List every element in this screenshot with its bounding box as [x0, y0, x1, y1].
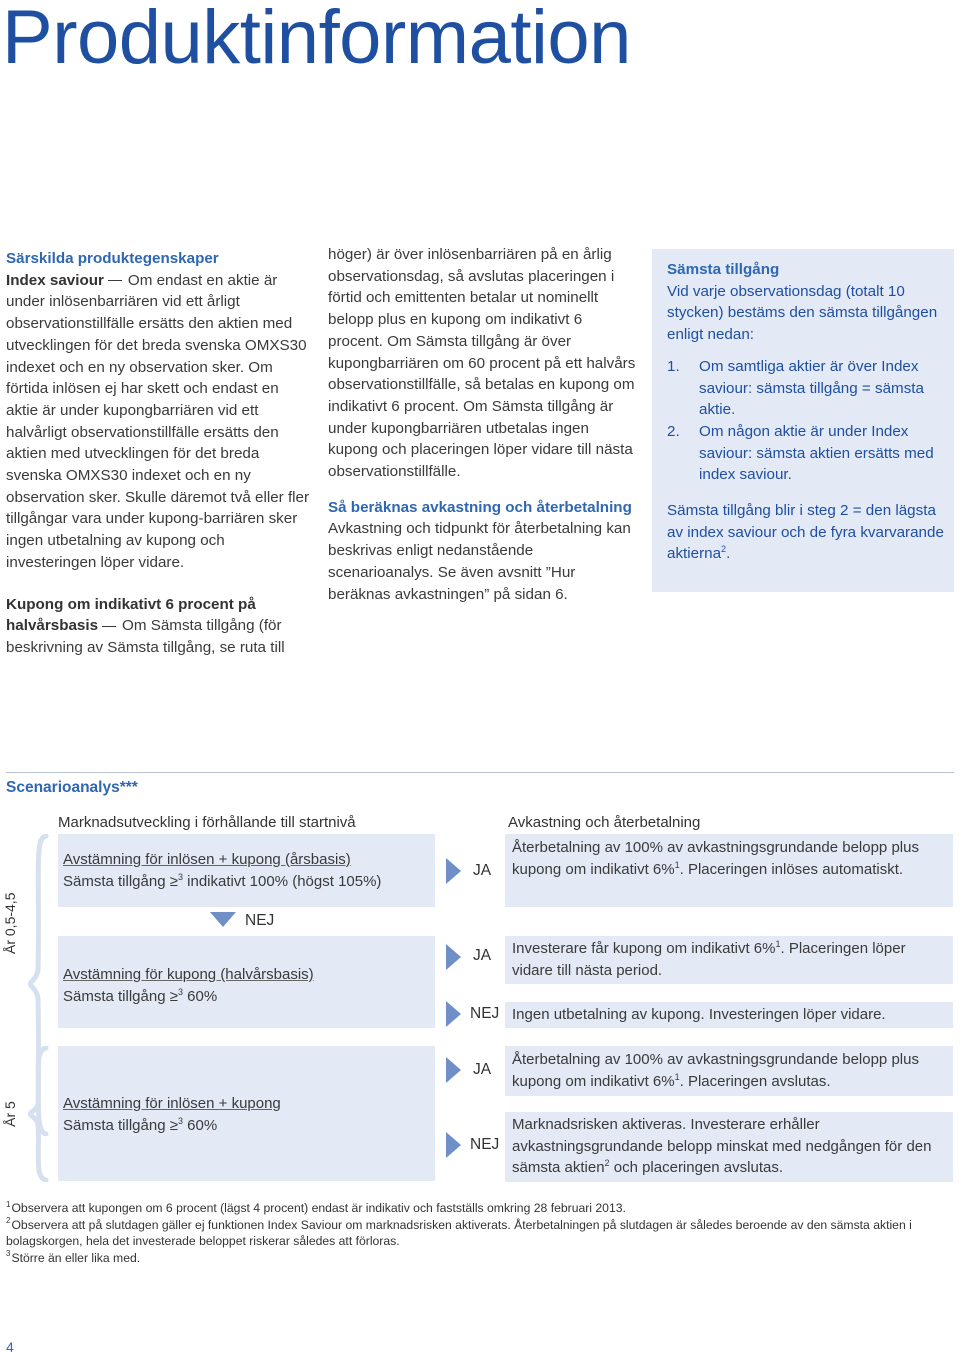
outcome-text	[512, 837, 942, 880]
box-final-redemption	[58, 1046, 435, 1181]
dash-separator	[108, 280, 122, 281]
outcome-text-part: Marknadsrisken aktiveras. Investerare erhåller avkastningsgrundande belopp minskat med nedgången för den sämsta aktien	[512, 1116, 932, 1176]
footnote-number: 2	[6, 1216, 11, 1226]
section-heading-product-features: Särskilda produktegenskaper	[6, 250, 219, 267]
arrow-right-icon	[446, 1057, 462, 1083]
outcome-final-repayment	[505, 1046, 953, 1096]
period-label-year-0-5-4-5: År 0,5-4,5	[2, 892, 18, 954]
column-2	[328, 244, 636, 605]
outcome-redeemed	[505, 834, 953, 907]
box-heading: Avstämning för inlösen + kupong (årsbasis)	[63, 851, 351, 868]
page-number: 4	[6, 1339, 14, 1355]
box-redemption-annual	[58, 834, 435, 907]
note-end: .	[726, 545, 731, 563]
arrow-right-icon	[446, 944, 462, 970]
box-condition	[63, 1115, 281, 1137]
outcome-text	[512, 1049, 948, 1092]
paragraph-return: Avkastning och tidpunkt för återbetalning kan beskrivas enligt nedanstående scenarioanalys. Se även avsnitt ”Hur beräknas avkastningen” på sidan 6.	[328, 520, 631, 603]
box-coupon-halfyear	[58, 936, 435, 1028]
outcome-text: Ingen utbetalning av kupong. Investeringen löper vidare.	[512, 1006, 886, 1023]
section-divider	[6, 772, 954, 773]
label-yes: JA	[473, 947, 492, 964]
header-return: Avkastning och återbetalning	[508, 814, 701, 831]
footnote	[6, 1217, 941, 1250]
box-text	[63, 1093, 281, 1136]
section-heading-return: Så beräknas avkastning och återbetalning	[328, 498, 632, 516]
scenario-analysis	[0, 806, 960, 1186]
dash-separator	[102, 626, 116, 627]
condition-label: Sämsta tillgång	[63, 872, 170, 890]
outcome-text-part: Återbetalning av 100% av avkastningsgrundande belopp plus kupong om indikativt 6%	[512, 1051, 919, 1090]
label-no-down: NEJ	[245, 912, 275, 929]
footnote-ref: 1	[674, 1071, 680, 1082]
paragraph-continuation: höger) är över inlösenbarriären på en årlig observationsdag, så avslutas placeringen i förtid och emittenten betalar ut nominellt belopp plus en kupong om indikativt 6 procent. Om Sämsta tillgång är över kupongbarriären om 60 procent på ett halvårs observationstillfälle, så betalas en kupong om indikativt 6 procent. Om Sämsta tillgång är under kupongbarriären utbetalas ingen kupong och placeringen löper vidare till nästa observationstillfälle.	[328, 246, 636, 481]
list-text: Om någon aktie är under Index saviour: sämsta aktien ersätts med index saviour.	[699, 422, 934, 484]
list-text: Om samtliga aktier är över Index saviour: sämsta tillgång = sämsta aktie.	[699, 357, 924, 419]
paragraph-coupon	[6, 594, 312, 659]
label-yes: JA	[473, 1061, 492, 1078]
footnote-ref: 1	[775, 939, 781, 949]
footnote-text: Observera att på slutdagen gäller ej funktionen Index Saviour om marknadsrisken aktiverats. Återbetalningen på slutdagen är således beroende av den sämsta aktien i bolagskorgen, hela det investerade beloppet riskerar således att förloras.	[6, 1217, 912, 1248]
footnotes	[6, 1200, 941, 1266]
arrow-down-icon	[210, 912, 236, 928]
scenario-title: Scenarioanalys***	[6, 779, 138, 796]
outcome-text-part: och placeringen avslutas.	[609, 1159, 783, 1176]
label-no: NEJ	[470, 1005, 500, 1022]
geq-symbol: ≥	[169, 987, 178, 1005]
list-number: 1.	[667, 357, 680, 375]
geq-symbol: ≥	[169, 1116, 178, 1134]
period-label-year-5: År 5	[2, 1101, 18, 1127]
footnote-ref: 1	[674, 859, 680, 870]
outcome-market-risk	[505, 1112, 953, 1182]
text-index-saviour: Om endast en aktie är under inlösenbarriären vid ett årligt observationstillfälle ersätts den aktien med utvecklingen för det breda svenska OMXS30 indexet och en ny observation sker. Om förtida inlösen ej har skett och endast en aktie är under kupongbarriären vid ett halvårligt observationstillfälle ersätts den aktien med utvecklingen för det breda svenska OMXS30 indexet och en ny observation sker. Skulle däremot två eller fler tillgångar vara under kupong-barriären sker ingen utbetalning av kupong och investeringen löper vidare.	[6, 271, 310, 571]
text-coupon: Om Sämsta tillgång (för beskrivning av Sämsta tillgång, se ruta till	[6, 617, 285, 656]
outcome-coupon-paid	[505, 936, 953, 984]
lead-coupon: Kupong om indikativt 6 procent på halvårsbasis	[6, 595, 256, 635]
outcome-text-part: Investerare får kupong om indikativt 6%	[512, 940, 776, 957]
outcome-no-coupon	[505, 1002, 953, 1028]
period-label-wrap	[0, 1101, 50, 1127]
header-market-development: Marknadsutveckling i förhållande till startnivå	[58, 814, 356, 831]
lead-index-saviour: Index saviour	[6, 271, 104, 289]
worst-asset-heading: Sämsta tillgång	[667, 261, 780, 278]
box-heading: Avstämning för kupong (halvårsbasis)	[63, 966, 314, 983]
condition-value: 60%	[182, 987, 218, 1005]
label-no: NEJ	[470, 1136, 500, 1153]
worst-asset-content	[667, 259, 949, 565]
page-title: Produktinformation	[2, 0, 631, 80]
outcome-text	[512, 938, 942, 981]
footnote-text: Större än eller lika med.	[11, 1250, 141, 1265]
arrow-right-icon	[446, 858, 462, 884]
footnote-number: 1	[6, 1199, 11, 1209]
footnote-ref: 2	[721, 544, 727, 555]
geq-symbol: ≥	[169, 872, 178, 890]
period-label-wrap	[0, 892, 50, 954]
list-number: 2.	[667, 422, 680, 440]
worst-asset-steps	[667, 356, 949, 486]
label-yes: JA	[473, 862, 492, 879]
note-text: Sämsta tillgång blir i steg 2 = den lägsta av index saviour och de fyra kvarvarande aktierna	[667, 502, 944, 563]
outcome-text	[512, 1114, 948, 1179]
footnote-ref: 2	[604, 1158, 610, 1168]
arrow-right-icon	[446, 1001, 462, 1027]
worst-asset-box	[652, 249, 954, 592]
footnote	[6, 1250, 941, 1267]
footnote-number: 3	[6, 1249, 11, 1259]
condition-value: 60%	[182, 1116, 218, 1134]
list-item	[667, 356, 949, 421]
column-1	[6, 248, 312, 659]
footnote	[6, 1200, 941, 1217]
outcome-text-part: . Placeringen löper vidare till nästa period.	[512, 940, 906, 979]
footnote-ref: 3	[177, 986, 183, 997]
condition-label: Sämsta tillgång	[63, 987, 170, 1005]
box-condition	[63, 986, 314, 1008]
footnote-text: Observera att kupongen om 6 procent (lägst 4 procent) endast är indikativ och fastställs omkring 28 februari 2013.	[11, 1201, 626, 1215]
footnote-ref: 3	[177, 1115, 183, 1126]
box-heading: Avstämning för inlösen + kupong	[63, 1095, 281, 1112]
condition-label: Sämsta tillgång	[63, 1116, 170, 1134]
box-text	[63, 849, 381, 892]
paragraph-index-saviour	[6, 270, 312, 574]
footnote-ref: 3	[177, 871, 183, 882]
worst-asset-intro: Vid varje observationsdag (totalt 10 stycken) bestäms den sämsta tillgången enligt nedan:	[667, 282, 938, 344]
condition-value: indikativt 100% (högst 105%)	[182, 872, 382, 890]
list-item	[667, 421, 949, 486]
arrow-right-icon	[446, 1132, 462, 1158]
box-condition	[63, 871, 381, 893]
box-text	[63, 964, 314, 1007]
outcome-text-part: . Placeringen avslutas.	[679, 1072, 831, 1090]
worst-asset-note	[667, 500, 949, 565]
outcome-text-part: Återbetalning av 100% av avkastningsgrundande belopp plus kupong om indikativt 6%	[512, 839, 919, 878]
outcome-text-part: . Placeringen inlöses automatiskt.	[679, 860, 904, 878]
